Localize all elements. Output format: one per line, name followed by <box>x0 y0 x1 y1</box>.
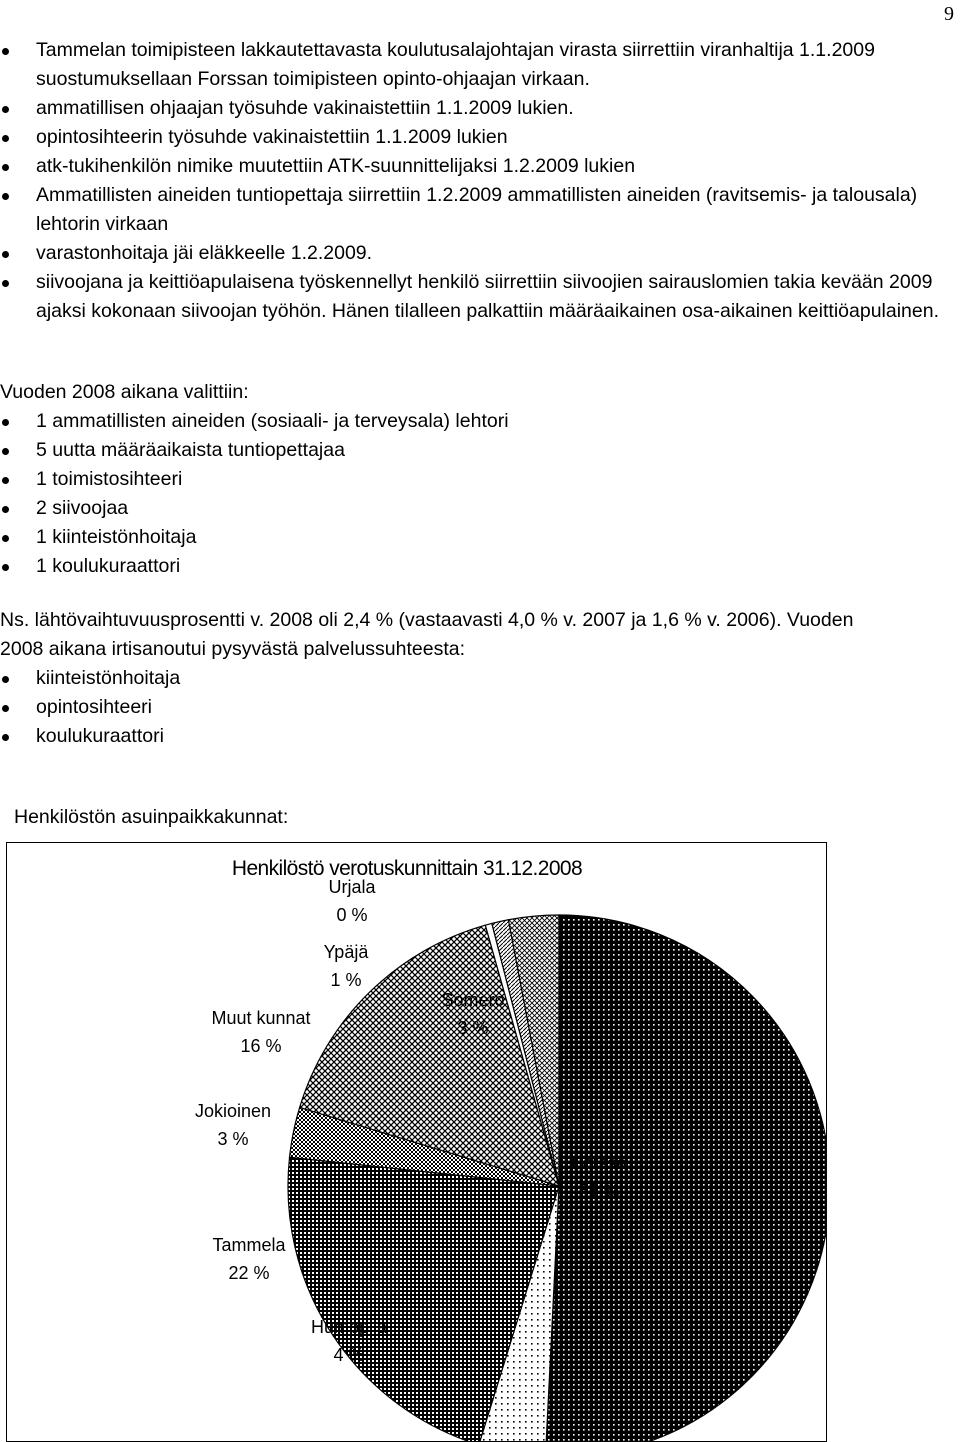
list-item: 1 kiinteistönhoitaja <box>0 523 948 552</box>
pie-slice-forssa <box>545 915 826 1441</box>
resigned-list <box>0 664 900 751</box>
page-number: 9 <box>944 3 954 25</box>
pie-label-value: 22 % <box>228 1263 270 1283</box>
pie-chart-frame <box>6 842 827 1442</box>
list-item: 1 toimistosihteeri <box>0 465 948 494</box>
pie-label-value: 0 % <box>336 905 368 925</box>
list-item: varastonhoitaja jäi eläkkeelle 1.2.2009. <box>0 239 948 268</box>
pie-label-name: Humppila <box>310 1317 388 1337</box>
pie-label-value: 51 % <box>578 1181 620 1201</box>
pie-label-name: Forssa <box>571 1153 627 1173</box>
pie-label-name: Urjala <box>328 877 376 897</box>
turnover-text: Ns. lähtövaihtuvuusprosentti v. 2008 oli 2,4 % (vastaavasti 4,0 % v. 2007 ja 1,6 % v. 2006). Vuoden 2008 aikana irtisanoutui pysyvästä palvelussuhteesta: <box>0 609 854 660</box>
list-item: opintosihteeri <box>0 693 900 722</box>
section-heading: Henkilöstön asuinpaikkakunnat: <box>14 806 289 828</box>
list-item: atk-tukihenkilön nimike muutettiin ATK-suunnittelijaksi 1.2.2009 lukien <box>0 152 948 181</box>
list-item: Tammelan toimipisteen lakkautettavasta koulutusalajohtajan virasta siirrettiin viranhaltija 1.1.2009 suostumuksellaan Forssan toimipisteen opinto-ohjaajan virkaan. <box>0 36 948 94</box>
pie-label-value: 3 % <box>217 1129 249 1149</box>
top-list-section <box>0 36 948 326</box>
pie-label-name: Somero <box>441 990 505 1010</box>
list-item: ammatillisen ohjaajan työsuhde vakinaistettiin 1.1.2009 lukien. <box>0 94 948 123</box>
turnover-section <box>0 606 900 751</box>
pie-slices <box>288 915 826 1441</box>
hired-section <box>0 378 948 581</box>
transfers-list <box>0 36 948 326</box>
list-item: 1 ammatillisten aineiden (sosiaali- ja terveysala) lehtori <box>0 407 948 436</box>
pie-label-name: Jokioinen <box>194 1101 272 1121</box>
pie-label-value: 4 % <box>333 1345 365 1365</box>
list-item: siivoojana ja keittiöapulaisena työskennellyt henkilö siirrettiin siivoojien sairauslomien takia kevään 2009 ajaksi kokonaan siivoojan työhön. Hänen tilalleen palkattiin määräaikainen osa-aikainen keittiöapulainen. <box>0 268 948 326</box>
list-item: kiinteistönhoitaja <box>0 664 900 693</box>
pie-label-value: 3 % <box>457 1018 489 1038</box>
list-item: koulukuraattori <box>0 722 900 751</box>
pie-label-name: Ypäjä <box>323 942 369 962</box>
list-item: 5 uutta määräaikaista tuntiopettajaa <box>0 436 948 465</box>
chart-title: Henkilöstö verotuskunnittain 31.12.2008 <box>231 857 583 880</box>
pie-label-name: Muut kunnat <box>211 1008 311 1028</box>
list-item: Ammatillisten aineiden tuntiopettaja siirrettiin 1.2.2009 ammatillisten aineiden (ravitsemis- ja talousala) lehtorin virkaan <box>0 181 948 239</box>
pie-chart <box>7 843 826 1441</box>
pie-label-value: 16 % <box>240 1036 282 1056</box>
list-item: 1 koulukuraattori <box>0 552 948 581</box>
hired-list <box>0 407 948 581</box>
list-item: opintosihteerin työsuhde vakinaistettiin 1.1.2009 lukien <box>0 123 948 152</box>
pie-label-name: Tammela <box>212 1235 286 1255</box>
list-item: 2 siivoojaa <box>0 494 948 523</box>
hired-intro: Vuoden 2008 aikana valittiin: <box>0 381 249 403</box>
pie-label-value: 1 % <box>330 970 362 990</box>
